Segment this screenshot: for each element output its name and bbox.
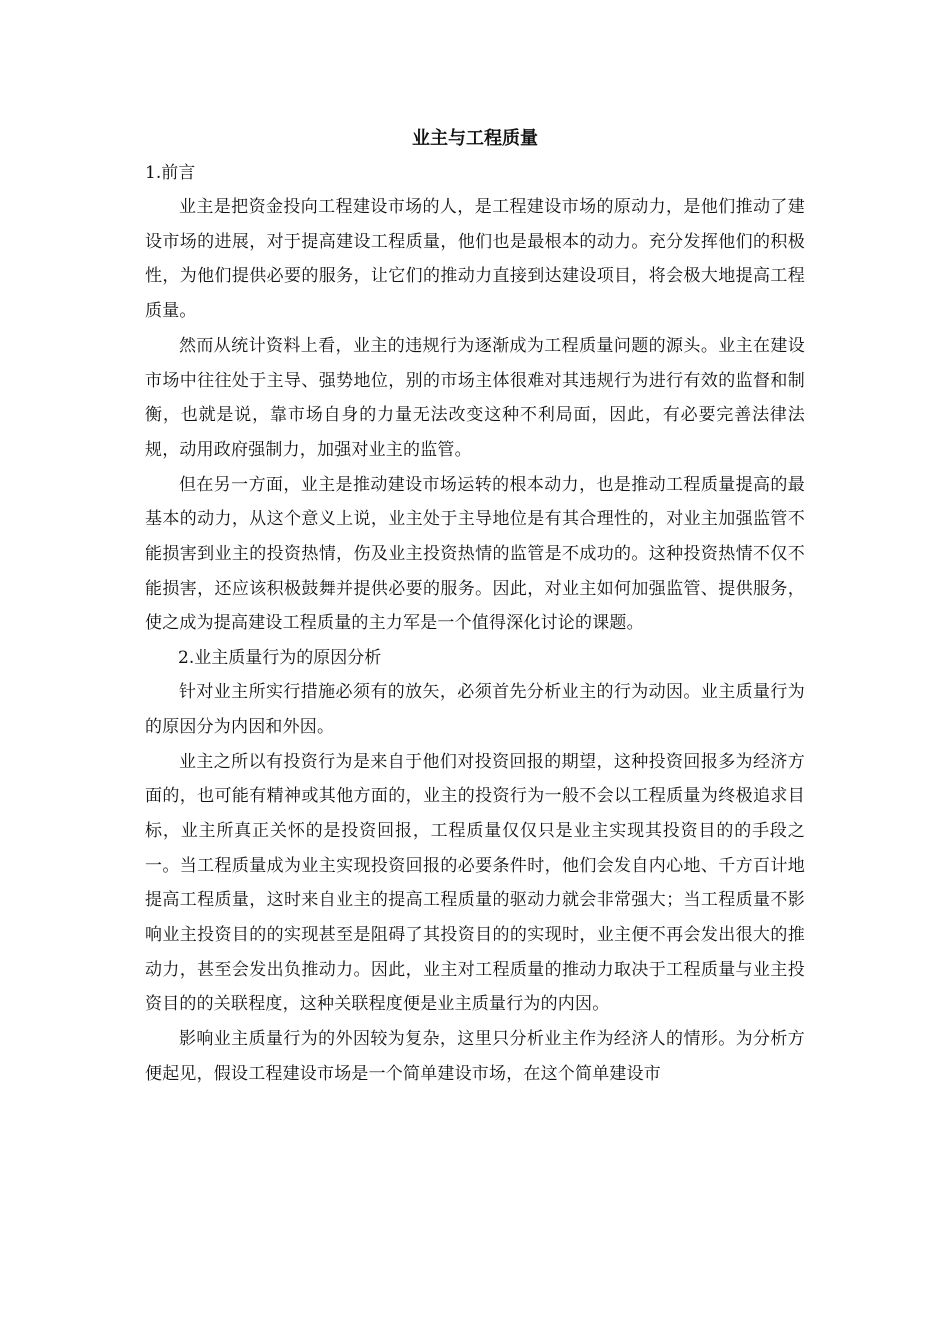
paragraph: 业主之所以有投资行为是来自于他们对投资回报的期望，这种投资回报多为经济方面的，也可能有精神或其他方面的，业主的投资行为一般不会以工程质量为终极追求目标，业主所真正关怀的是投资回报，工程质量仅仅只是业主实现其投资目的的手段之一。当工程质量成为业主实现投资回报的必要条件时，他们会发自内心地、千方百计地提高工程质量，这时来自业主的提高工程质量的驱动力就会非常强大；当工程质量不影响业主投资目的的实现甚至是阻碍了其投资目的的实现时，业主便不再会发出很大的推动力，甚至会发出负推动力。因此，业主对工程质量的推动力取决于工程质量与业主投资目的的关联程度，这种关联程度便是业主质量行为的内因。	[145, 751, 805, 1015]
paragraph: 但在另一方面，业主是推动建设市场运转的根本动力，也是推动工程质量提高的最基本的动力，从这个意义上说，业主处于主导地位是有其合理性的，对业主加强监管不能损害到业主的投资热情，伤及业主投资热情的监管是不成功的。这种投资热情不仅不能损害，还应该积极鼓舞并提供必要的服务。因此，对业主如何加强监管、提供服务，使之成为提高建设工程质量的主力军是一个值得深化讨论的课题。	[145, 474, 805, 634]
section-heading-analysis: 2.业主质量行为的原因分析	[178, 648, 382, 669]
document-body	[145, 122, 805, 1092]
paragraph: 业主是把资金投向工程建设市场的人，是工程建设市场的原动力，是他们推动了建设市场的进展，对于提高建设工程质量，他们也是最根本的动力。充分发挥他们的积极性，为他们提供必要的服务，让它们的推动力直接到达建设项目，将会极大地提高工程质量。	[145, 197, 805, 322]
section-heading-intro: 1.前言	[145, 163, 196, 183]
paragraph: 针对业主所实行措施必须有的放矢，必须首先分析业主的行为动因。业主质量行为的原因分为内因和外因。	[145, 682, 805, 737]
document-title: 业主与工程质量	[412, 128, 538, 149]
paragraph: 然而从统计资料上看，业主的违规行为逐渐成为工程质量问题的源头。业主在建设市场中往往处于主导、强势地位，别的市场主体很难对其违规行为进行有效的监督和制衡，也就是说，靠市场自身的力量无法改变这种不利局面，因此，有必要完善法律法规，动用政府强制力，加强对业主的监管。	[145, 335, 805, 460]
paragraph: 影响业主质量行为的外因较为复杂，这里只分析业主作为经济人的情形。为分析方便起见，假设工程建设市场是一个简单建设市场，在这个简单建设市	[145, 1029, 805, 1084]
